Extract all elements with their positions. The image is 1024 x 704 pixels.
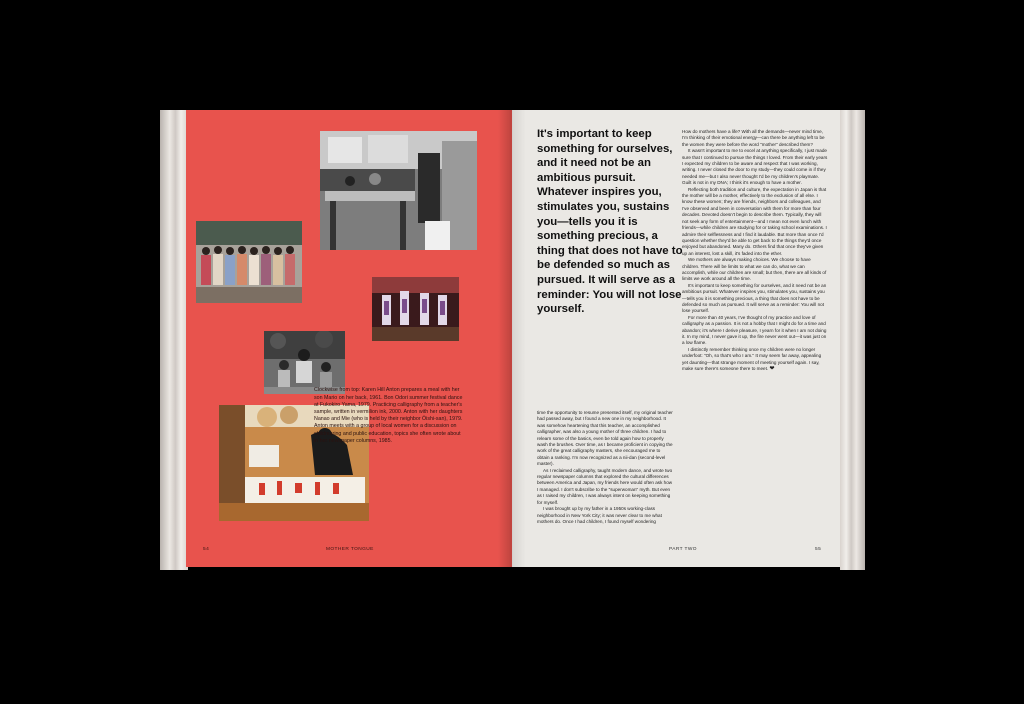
photo-kitchen [320,131,477,250]
photo-caption: Clockwise from top: Karen Hill Anton prepares a meal with her son Mario on her back, 1961. Bon Odori summer festival dance at Fukokiro Yama, 1979. Practicing calligraphy from a teacher's sample, written in vermilion ink, 2000. Anton with her daughters Nanao and Mie (who is held by their neighbor Ōishi-san), 1979. Anton meets with a group of local women for a discussion on childrearing and public education, topics she often wrote about in her newspaper columns, 1985. [314,387,463,444]
left-running-head: MOTHER TONGUE [326,547,374,552]
right-page-edges [840,110,865,570]
photo-mother-daughters [264,331,345,394]
right-running-head: PART TWO [669,547,697,552]
paragraph [682,347,828,373]
paragraph: It wasn't important to me to excel at anything specifically, I just made sure that I continued to pursue the things I loved. From their early years I expected my children to be aware and respect that I was working, writing. I never closed the door to my study—they could come in if they needed me—but I also never thought I'd be my children's playmate. Guilt is not in my DNA; I think it's enough to have a mother. [682,148,828,186]
paragraph: We mothers are always making choices. We choose to have children. There will be limits to what we can do, what we can accomplish, while our children are small; but then, there are all kinds of limits we work around all the time. [682,257,827,282]
paragraph: As I reclaimed calligraphy, taught modern dance, and wrote two regular newspaper columns that explored the cultural differences between America and Japan, my friends here would often ask how I managed. I don't subscribe to the "superwoman" myth. But even as I raised my children, I was always intent on keeping something for myself. [537,467,673,505]
left-page-number: 54 [203,547,210,552]
photo-group-women [196,221,302,303]
paragraph: It's important to keep something for ourselves, and it need not be an ambitious pursuit. Whatever inspires you, stimulates you, sustains you—tells you it is something precious, a thing that does not have to be defended so much as pursued. It will serve as a reminder: You will not lose yourself. [682,282,827,314]
paragraph: time the opportunity to resume presented itself, my original teacher had passed away, but I found a new one in my neighborhood. It was somehow heartening that this teacher, an accomplished calligrapher, was also a young mother of three children. I had to relearn some of the basics, even be told again how to properly wash the brushes. Over time, as I became proficient in copying the work of the great calligraphy masters, she encouraged me to obtain a ranking. I'm now recognized as a nii-dan (second-level master). [537,410,673,467]
right-page-number: 55 [815,547,822,552]
end-mark-icon: ❤ [769,366,775,373]
body-column-left [537,410,673,525]
pull-quote: It's important to keep something for ourselves, and it need not be an ambitious pursuit. Whatever inspires you, stimulates you, sustains you—tells you it is something precious, a thing that does not have to be defended so much as pursued. It will serve as a reminder: You will not lose yourself. [537,128,683,316]
paragraph: For more than 40 years, I've thought of my practice and love of calligraphy as a passion. It is not a hobby that I might do for a time and abandon; it's where I derive pleasure, I yearn for it when I am not doing it. In my mind, I never gave it up, the fire never went out—it was just on a low flame. [682,314,827,346]
paragraph: How do mothers have a life? With all the demands—never mind time, I'm thinking of their emotional energy—can there be anything left to be the women they were before the word "mother" described them? [682,129,825,147]
paragraph-text: I distinctly remember thinking once my children were no longer underfoot: "Oh, so that's who I am." It may seem far away, appealing yet daunting—that strange moment of meeting yourself again. I say, make sure there's someone there to meet. [682,346,822,372]
paragraph: Reflecting both tradition and culture, the expectation in Japan is that the mother will be a mother, effectively to the exclusion of all else. I know these women; they are friends, neighbors and colleagues, and I've observed and been in conversation with them for more than four decades. Devoted doesn't begin to describe them. Typically, they will not seek any form of entertainment—and I mean not even lunch with friends—while children are studying for or taking school examinations. I admire their selflessness and I find it laudable. But more than once I'd question whether they'd be able to get back to the things they'd once enjoyed but abandoned. Many do. Others find that once they've given up an interest, lost a skill, it's faded into the ether. [682,186,827,256]
paragraph: I was brought up by my father in a 1950s working-class neighborhood in New York City; it was never clear to me what mothers do. Once I had children, I found myself wondering [537,506,662,524]
left-page-edges [160,110,188,570]
body-column-right [682,129,828,372]
photo-festival-dance [372,277,459,341]
